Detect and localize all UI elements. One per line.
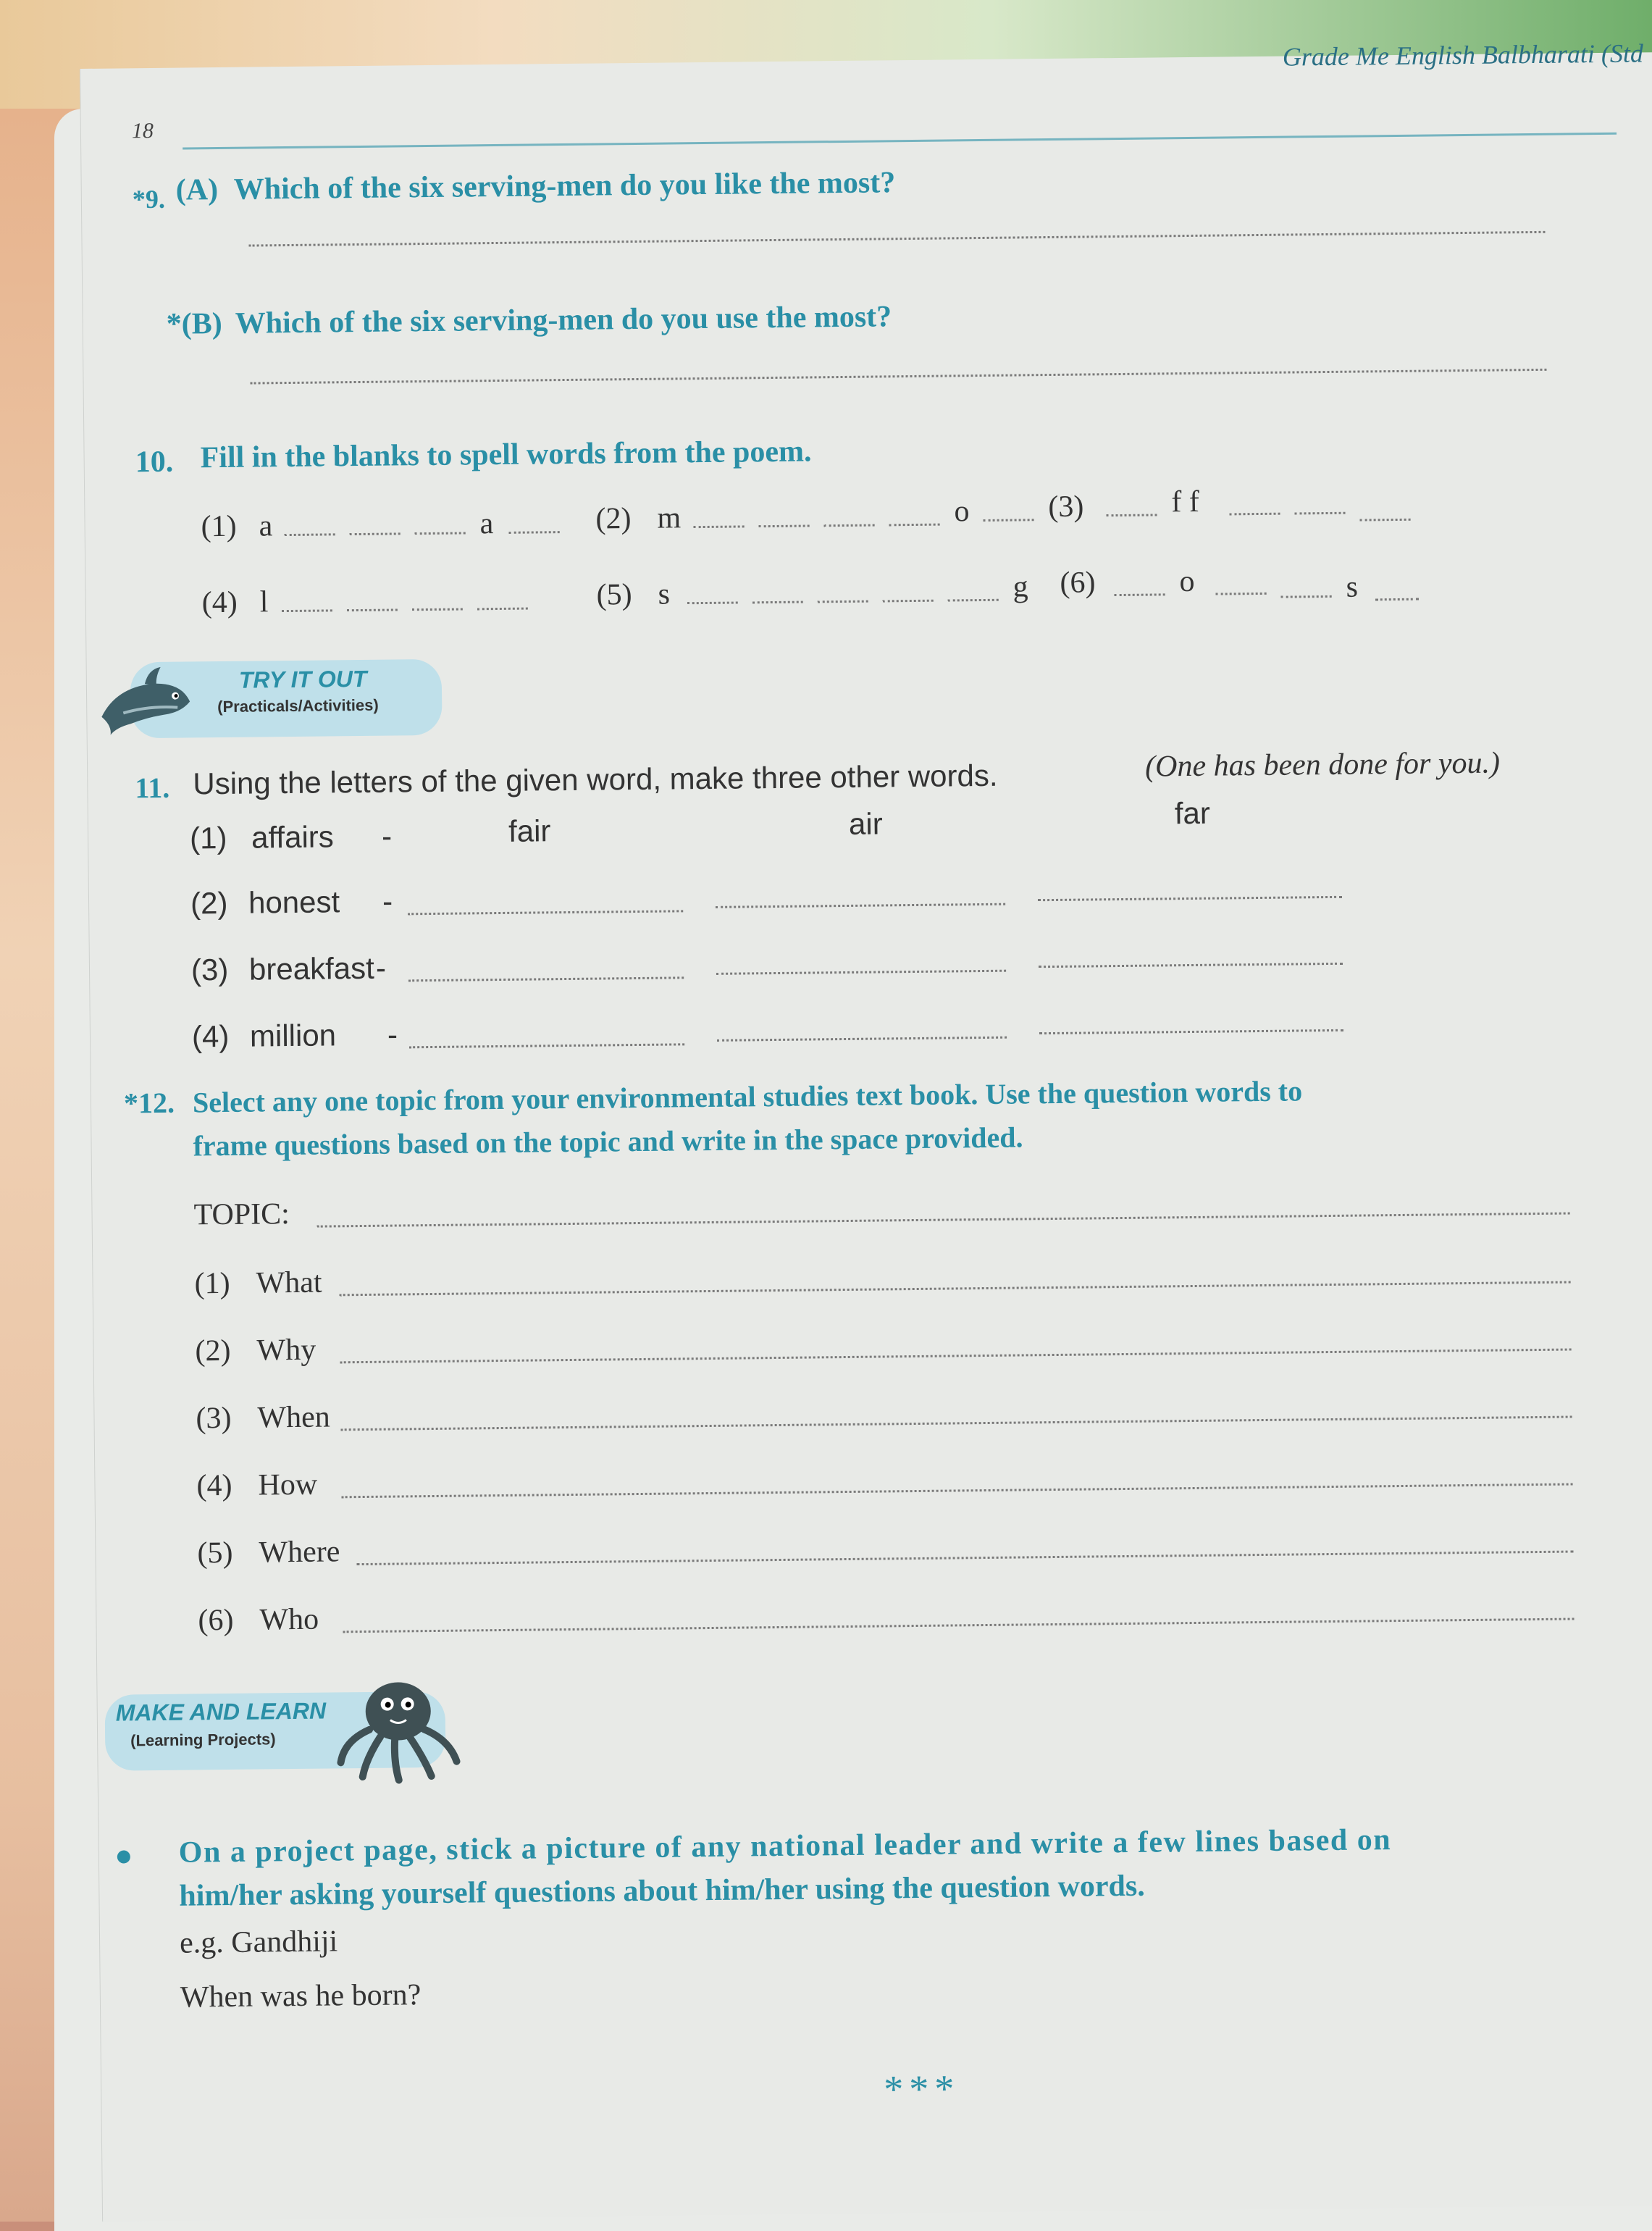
q12-item-5-label: (5) <box>197 1536 233 1570</box>
q9a-label: (A) <box>175 173 219 207</box>
q11-item-3-label: (3) <box>190 952 229 987</box>
q9a-text: Which of the six serving-men do you like the most? <box>233 166 896 206</box>
q12-item-3-label: (3) <box>196 1401 232 1436</box>
q11-item-1-answer-1: fair <box>508 813 551 848</box>
q12-item-2-label: (2) <box>195 1334 231 1368</box>
q12-number: *12. <box>123 1086 175 1120</box>
q10-item-6-letter-2: s <box>1346 570 1359 604</box>
q12-item-6-word: Who <box>259 1602 319 1637</box>
q10-item-4-letter: l <box>259 585 269 619</box>
q11-item-1-answer-2: air <box>848 806 883 841</box>
q9-number: *9. <box>132 184 166 214</box>
q11-answer-line[interactable] <box>408 976 684 981</box>
q12-item-6-label: (6) <box>198 1603 234 1638</box>
q10-blank[interactable] <box>412 608 463 611</box>
q10-blank[interactable] <box>984 519 1034 522</box>
q12-item-4-label: (4) <box>196 1468 232 1503</box>
q9b-label: *(B) <box>166 306 222 341</box>
q10-blank[interactable] <box>694 525 745 528</box>
q10-blank[interactable] <box>1230 513 1280 516</box>
q10-blank[interactable] <box>282 609 332 612</box>
q10-item-5-label: (5) <box>596 578 632 612</box>
q11-answer-line[interactable] <box>1039 963 1343 968</box>
q11-item-4-word: million <box>249 1018 337 1053</box>
q12-answer-line[interactable] <box>340 1349 1572 1364</box>
q12-item-4-word: How <box>258 1468 318 1502</box>
q10-blank[interactable] <box>759 524 810 527</box>
q10-item-4-label: (4) <box>201 585 238 620</box>
try-it-out-subtitle: (Practicals/Activities) <box>217 695 379 716</box>
q10-blank[interactable] <box>1216 593 1267 595</box>
topic-line[interactable] <box>317 1213 1570 1228</box>
q11-item-2-word: honest <box>248 884 340 920</box>
q10-item-2-label: (2) <box>595 502 632 536</box>
q10-number: 10. <box>135 445 174 480</box>
q12-line-1: Select any one topic from your environmental studies text book. Use the question words to <box>192 1074 1303 1119</box>
q11-text: Using the letters of the given word, make three other words. <box>193 758 998 801</box>
q10-text: Fill in the blanks to spell words from the poem. <box>200 435 812 475</box>
q10-blank[interactable] <box>818 600 868 603</box>
q11-answer-line[interactable] <box>409 1043 684 1048</box>
q11-item-2-dash: - <box>382 884 393 918</box>
q11-item-3-word: breakfast <box>248 950 375 987</box>
q10-item-2-letter-2: o <box>954 495 970 529</box>
q11-item-4-dash: - <box>387 1017 398 1052</box>
project-example: e.g. Gandhiji <box>179 1925 338 1960</box>
make-and-learn-subtitle: (Learning Projects) <box>130 1730 276 1750</box>
q11-item-1-word: affairs <box>251 819 334 855</box>
q11-answer-line[interactable] <box>717 1037 1007 1042</box>
q12-item-1-word: What <box>256 1265 322 1300</box>
q11-item-1-dash: - <box>381 819 393 853</box>
q10-blank[interactable] <box>1115 593 1165 596</box>
q10-blank[interactable] <box>889 524 940 527</box>
q10-item-1-letter-1: a <box>259 509 273 543</box>
q10-blank[interactable] <box>509 531 560 534</box>
q11-item-2-label: (2) <box>190 885 228 921</box>
q10-item-5-letter-1: s <box>658 577 671 611</box>
q11-item-4-label: (4) <box>191 1018 230 1054</box>
q9b-text: Which of the six serving-men do you use the most? <box>235 300 892 340</box>
q10-blank[interactable] <box>1360 519 1411 522</box>
dolphin-icon <box>94 658 196 738</box>
project-line-1: On a project page, stick a picture of any national leader and write a few lines based on <box>178 1823 1392 1870</box>
q11-answer-line[interactable] <box>716 970 1006 975</box>
try-it-out-title: TRY IT OUT <box>238 665 367 693</box>
q11-note: (One has been done for you.) <box>1144 746 1501 784</box>
q10-blank[interactable] <box>824 524 875 527</box>
q12-line-2: frame questions based on the topic and write in the space provided. <box>193 1121 1023 1163</box>
q10-blank[interactable] <box>687 602 738 605</box>
q10-blank[interactable] <box>347 608 398 611</box>
octopus-icon <box>329 1675 468 1785</box>
q12-answer-line[interactable] <box>343 1618 1575 1633</box>
q12-answer-line[interactable] <box>341 1416 1572 1431</box>
q12-item-5-word: Where <box>259 1535 340 1570</box>
section-end-stars: *** <box>883 2067 960 2111</box>
topic-label: TOPIC: <box>193 1197 290 1232</box>
q10-blank[interactable] <box>1375 598 1419 601</box>
q12-item-2-word: Why <box>256 1333 316 1368</box>
q11-item-1-answer-3: far <box>1174 795 1211 831</box>
q10-blank[interactable] <box>752 601 803 604</box>
q11-item-1-label: (1) <box>189 820 227 855</box>
project-example-question: When was he born? <box>180 1978 422 2014</box>
q10-blank[interactable] <box>1281 595 1332 598</box>
q10-blank[interactable] <box>285 533 335 536</box>
q11-answer-line[interactable] <box>716 903 1005 908</box>
q10-blank[interactable] <box>350 532 401 535</box>
q11-answer-line[interactable] <box>1038 896 1342 901</box>
header-rule <box>183 133 1617 150</box>
q10-item-3-label: (3) <box>1048 490 1084 524</box>
q10-blank[interactable] <box>1107 514 1157 516</box>
q10-blank[interactable] <box>948 599 999 602</box>
page-number: 18 <box>131 118 154 143</box>
q11-answer-line[interactable] <box>1039 1029 1343 1034</box>
q10-item-5-letter-2: g <box>1012 570 1028 604</box>
q10-item-1-letter-2: a <box>479 507 494 541</box>
workbook-page <box>80 38 1652 2222</box>
project-line-2: him/her asking yourself questions about him/her using the question words. <box>179 1869 1145 1913</box>
make-and-learn-title: MAKE AND LEARN <box>115 1697 327 1726</box>
q10-item-6-label: (6) <box>1060 566 1096 600</box>
q12-item-3-word: When <box>257 1400 331 1435</box>
q12-answer-line[interactable] <box>342 1483 1573 1499</box>
q10-item-1-label: (1) <box>201 509 237 544</box>
q10-item-6-letter-1: o <box>1179 564 1195 599</box>
book-title: Grade Me English Balbharati (Std <box>1282 38 1644 72</box>
q9b-answer-line[interactable] <box>251 369 1547 385</box>
q11-answer-line[interactable] <box>408 910 683 915</box>
q11-number: 11. <box>135 771 170 805</box>
q9a-answer-line[interactable] <box>249 231 1546 247</box>
q12-answer-line[interactable] <box>357 1551 1574 1566</box>
q10-item-2-letter-1: m <box>657 501 682 535</box>
q10-blank[interactable] <box>415 532 466 535</box>
q12-answer-line[interactable] <box>340 1281 1571 1297</box>
bullet-icon <box>117 1850 130 1863</box>
q10-item-3-letters: f f <box>1171 485 1200 519</box>
q10-blank[interactable] <box>883 600 934 603</box>
q11-item-3-dash: - <box>375 950 387 985</box>
q10-blank[interactable] <box>1295 512 1346 515</box>
q12-item-1-label: (1) <box>194 1266 230 1301</box>
q10-blank[interactable] <box>477 608 528 611</box>
